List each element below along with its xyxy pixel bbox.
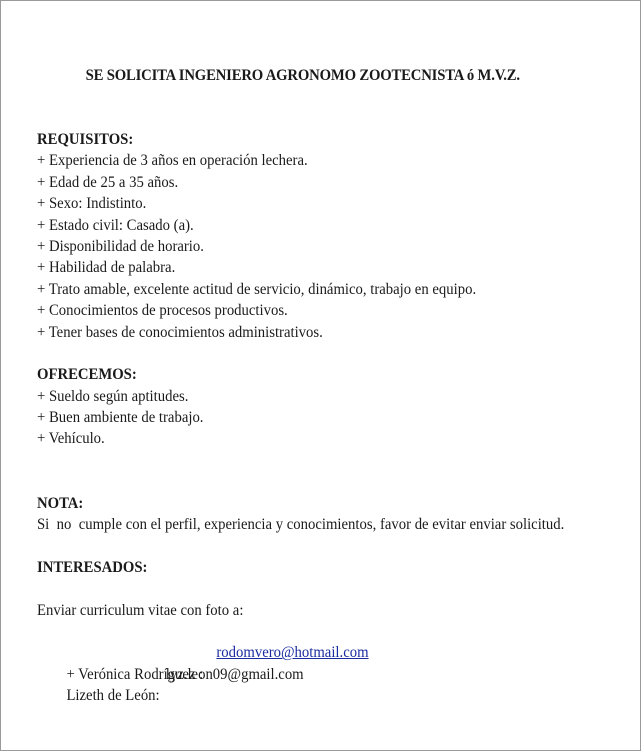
nota-section xyxy=(37,493,626,536)
requisito-item: + Sexo: Indistinto. xyxy=(37,195,147,213)
ofrecemos-item: + Vehículo. xyxy=(37,430,105,448)
ofrecemos-item: + Sueldo según aptitudes. xyxy=(37,387,189,405)
requisitos-section xyxy=(37,129,626,343)
interesados-section xyxy=(37,557,626,705)
contact-name: Lizeth de León: xyxy=(66,687,160,705)
requisito-item: + Estado civil: Casado (a). xyxy=(37,216,194,234)
document-body xyxy=(37,129,626,705)
contact-row xyxy=(37,664,626,705)
spacer xyxy=(37,578,626,599)
spacer xyxy=(37,621,626,642)
requisito-item: + Edad de 25 a 35 años. xyxy=(37,173,179,191)
spacer xyxy=(37,450,626,493)
contact-email-link[interactable]: rodomvero@hotmail.com xyxy=(216,644,369,662)
nota-text: Si no cumple con el perfil, experiencia y conocimientos, favor de evitar enviar solicitud. xyxy=(37,516,565,534)
requisito-item: + Disponibilidad de horario. xyxy=(37,237,204,255)
spacer xyxy=(37,535,626,556)
requisito-item: + Trato amable, excelente actitud de servicio, dinámico, trabajo en equipo. xyxy=(37,280,477,298)
requisitos-heading: REQUISITOS: xyxy=(37,131,134,148)
requisito-item: + Conocimientos de procesos productivos. xyxy=(37,302,288,320)
requisito-item: + Tener bases de conocimientos administrativos. xyxy=(37,323,323,341)
contact-email: lyz.leon09@gmail.com xyxy=(165,665,304,683)
requisito-item: + Habilidad de palabra. xyxy=(37,259,176,277)
contact-name: + Verónica Rodríguez : xyxy=(66,665,204,683)
ofrecemos-heading: OFRECEMOS: xyxy=(37,366,137,384)
ofrecemos-item: + Buen ambiente de trabajo. xyxy=(37,409,204,427)
ofrecemos-section xyxy=(37,364,626,450)
interesados-intro: Enviar curriculum vitae con foto a: xyxy=(37,601,244,619)
interesados-heading: INTERESADOS: xyxy=(37,558,148,576)
nota-heading: NOTA: xyxy=(37,494,84,512)
spacer xyxy=(37,343,626,364)
requisito-item: + Experiencia de 3 años en operación lechera. xyxy=(37,152,308,170)
page-title: SE SOLICITA INGENIERO AGRONOMO ZOOTECNISTA ó M.V.Z. xyxy=(85,67,520,84)
